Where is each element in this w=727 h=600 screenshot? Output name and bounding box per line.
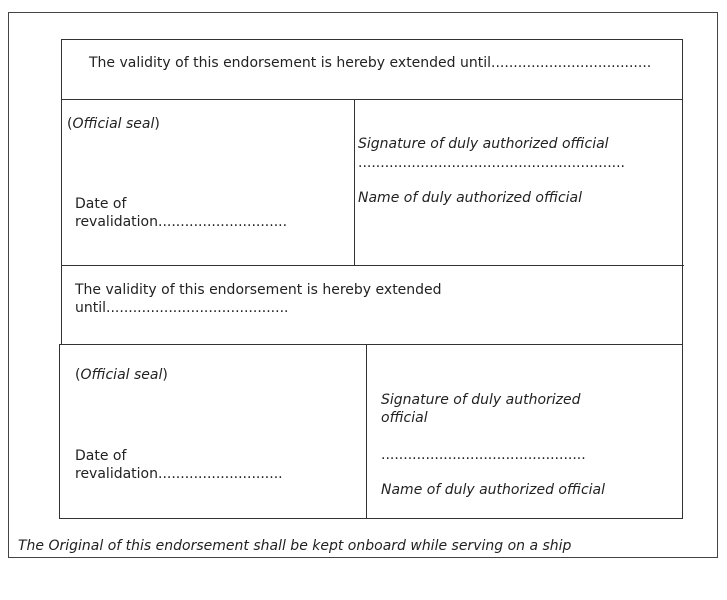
validity-extension-text <box>89 54 651 72</box>
column-divider-1 <box>354 99 355 265</box>
table-border-left-lower <box>59 344 60 519</box>
signature-line: ............................................................ <box>358 155 626 171</box>
seal-label: Official seal <box>72 116 155 132</box>
official-seal-label <box>67 115 160 133</box>
validity-extension-label: The validity of this endorsement is hereby extended until.................................... <box>89 55 652 71</box>
date-of-revalidation <box>75 195 287 231</box>
table-border-bottom <box>59 518 683 519</box>
seal-paren-close-2: ) <box>162 367 168 383</box>
validity-extension-label-2: The validity of this endorsement is hereby extended <box>75 282 442 298</box>
seal-paren-open-2: ( <box>75 367 81 383</box>
row-divider-3 <box>59 344 683 345</box>
name-of-official-label-2: Name of duly authorized official <box>381 482 606 498</box>
name-of-official-label: Name of duly authorized official <box>358 190 583 206</box>
date-label-2: Date of <box>75 448 127 464</box>
revalidation-field-2: revalidation............................ <box>75 466 283 482</box>
table-border-left-upper <box>61 39 62 345</box>
column-divider-2 <box>366 344 367 519</box>
footer-note: The Original of this endorsement shall be kept onboard while serving on a ship <box>18 538 572 554</box>
official-seal-label-2 <box>75 366 168 384</box>
seal-label-2: Official seal <box>80 367 163 383</box>
signature-label-2-line1: Signature of duly authorized <box>381 392 581 408</box>
date-label: Date of <box>75 196 127 212</box>
revalidation-field: revalidation............................. <box>75 214 288 230</box>
table-border-right <box>682 39 683 519</box>
date-of-revalidation-2 <box>75 447 283 483</box>
row-divider-1 <box>61 99 683 100</box>
signature-label-2 <box>381 391 581 427</box>
validity-extension-text-2 <box>75 281 442 317</box>
seal-paren-open: ( <box>67 116 73 132</box>
seal-paren-close: ) <box>154 116 160 132</box>
signature-label: Signature of duly authorized official <box>358 136 609 152</box>
signature-line-2: .............................................. <box>381 447 586 463</box>
validity-until-field-2: until......................................... <box>75 300 289 316</box>
table-border-top <box>61 39 683 40</box>
signature-label-2-line2: official <box>381 410 428 426</box>
row-divider-2 <box>61 265 684 266</box>
